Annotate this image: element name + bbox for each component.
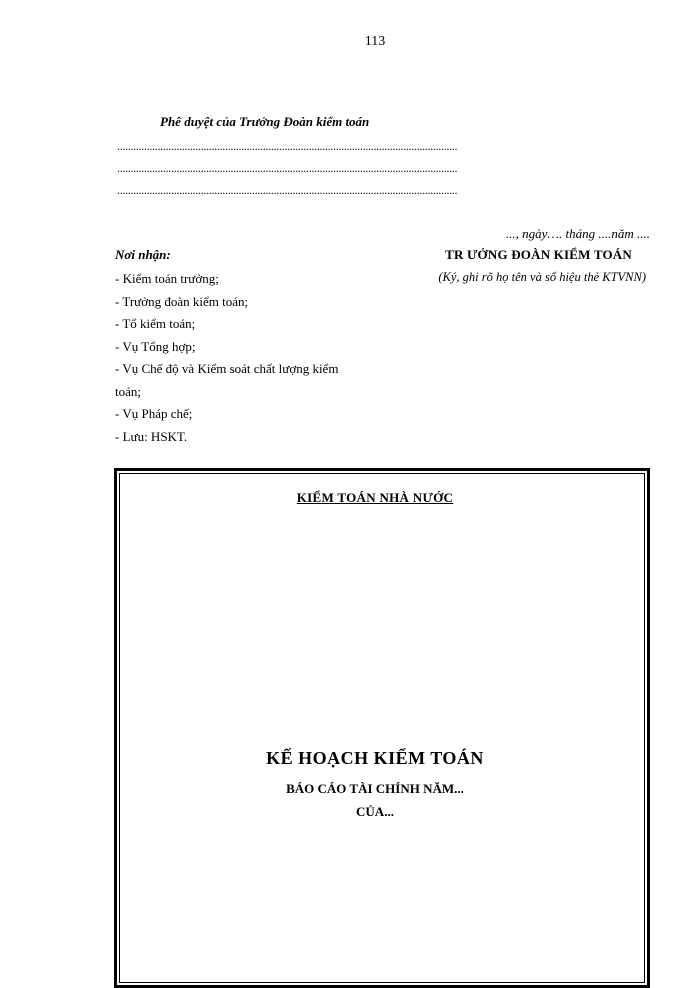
recipient-item: - Vụ Pháp chế; [115, 406, 193, 421]
plan-entity: CỦA... [356, 804, 394, 819]
recipient-item: - Lưu: HSKT. [115, 428, 188, 444]
recipients-list [115, 268, 385, 448]
recipients-title: Nơi nhận: [115, 247, 171, 262]
recipient-item: - Vụ Tổng hợp; [115, 338, 196, 354]
page-number: 113 [364, 34, 386, 49]
recipient-item: - Trưởng đoàn kiểm toán; [115, 293, 249, 309]
cover-page-frame [114, 468, 650, 988]
plan-title: KẾ HOẠCH KIỂM TOÁN [266, 748, 484, 768]
date-line: ..., ngày…. tháng ....năm .... [505, 226, 650, 241]
approval-dotted-line: .............................................................................................................................. [117, 162, 458, 174]
recipient-item: - Tổ kiểm toán; [115, 316, 196, 331]
recipient-item: toán; [115, 383, 141, 399]
cover-page-inner-border [119, 473, 645, 983]
signer-title: TR ƯỞNG ĐOÀN KIỂM TOÁN [445, 247, 632, 262]
approval-title: Phê duyệt của Trưởng Đoàn kiểm toán [160, 114, 370, 129]
agency-name: KIỂM TOÁN NHÀ NƯỚC [296, 490, 454, 505]
plan-subtitle: BÁO CÁO TÀI CHÍNH NĂM... [286, 781, 464, 796]
signer-note: (Ký, ghi rõ họ tên và số hiệu thẻ KTVNN) [438, 270, 646, 284]
recipient-item: - Vụ Chế độ và Kiểm soát chất lượng kiểm [115, 361, 339, 376]
approval-dotted-line: .............................................................................................................................. [117, 184, 458, 196]
recipient-item: - Kiểm toán trưởng; [115, 271, 219, 286]
approval-dotted-line: .............................................................................................................................. [117, 140, 458, 152]
